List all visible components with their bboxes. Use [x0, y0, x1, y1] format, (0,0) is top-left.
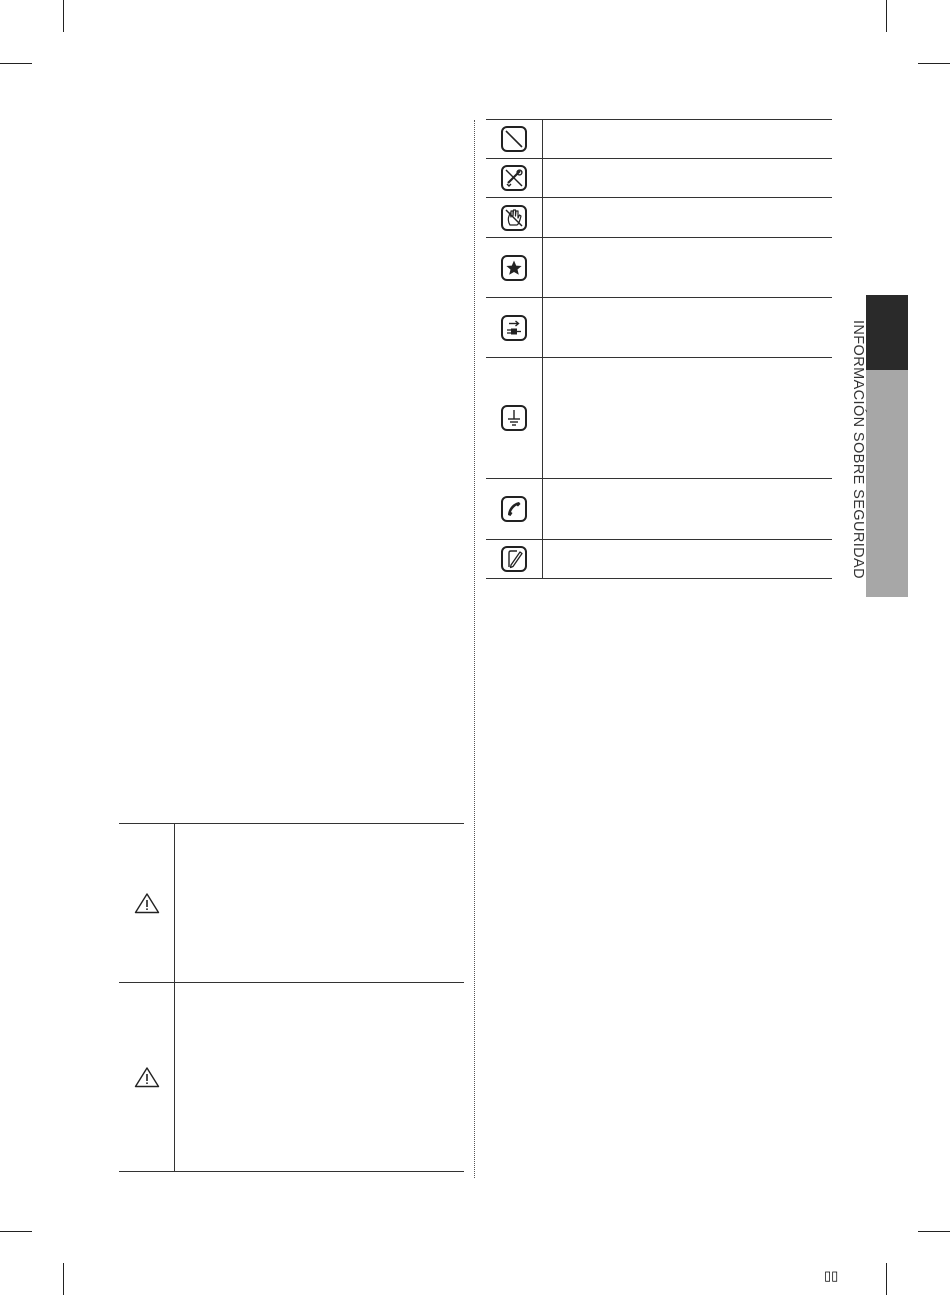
warning-icon-cell [119, 983, 175, 1171]
symbol-row [486, 159, 832, 198]
prohibited-icon [501, 126, 527, 152]
symbol-icon-cell [486, 540, 543, 578]
warning-triangle-icon [134, 1066, 160, 1088]
warning-row [119, 823, 464, 982]
symbol-icon-cell [486, 159, 543, 197]
section-tab-label: INFORMACIÓN SOBRE SEGURIDAD [850, 320, 866, 579]
symbol-icon-cell [486, 198, 543, 237]
contact-service-icon [501, 496, 527, 522]
ground-icon [501, 405, 527, 431]
symbol-text [543, 198, 832, 237]
column-divider [474, 120, 475, 1178]
symbol-icon-cell [486, 479, 543, 539]
unplug-icon [501, 315, 527, 341]
symbol-text [543, 540, 832, 578]
warning-icon-cell [119, 824, 175, 982]
symbol-icon-cell [486, 358, 543, 478]
section-tab-marker [866, 295, 908, 370]
crop-mark [0, 1231, 32, 1232]
symbol-text [543, 479, 832, 539]
do-not-disassemble-icon [501, 165, 527, 191]
symbol-row [486, 120, 832, 159]
symbol-icon-cell [486, 120, 543, 158]
warning-table [119, 823, 464, 1172]
symbol-row [486, 198, 832, 238]
symbol-table [486, 119, 832, 579]
symbol-text [543, 298, 832, 357]
symbol-icon-cell [486, 298, 543, 357]
crop-mark [63, 1263, 64, 1295]
crop-mark [918, 63, 950, 64]
symbol-row [486, 238, 832, 298]
follow-instructions-icon [501, 255, 527, 281]
crop-mark [886, 0, 887, 32]
symbol-text [543, 238, 832, 297]
crop-mark [63, 0, 64, 32]
warning-text [175, 824, 464, 982]
warning-triangle-icon [134, 892, 160, 914]
warning-row [119, 982, 464, 1172]
crop-mark [0, 63, 32, 64]
symbol-row [486, 358, 832, 479]
section-tab [842, 295, 908, 597]
warning-text [175, 983, 464, 1171]
page-number: ▯▯ [824, 1268, 839, 1283]
symbol-text [543, 358, 832, 478]
do-not-touch-icon [501, 205, 527, 231]
symbol-icon-cell [486, 238, 543, 297]
symbol-row [486, 298, 832, 358]
crop-mark [918, 1231, 950, 1232]
symbol-row [486, 540, 832, 579]
symbol-row [486, 479, 832, 540]
symbol-text [543, 159, 832, 197]
symbol-text [543, 120, 832, 158]
note-icon [501, 546, 527, 572]
crop-mark [886, 1263, 887, 1295]
